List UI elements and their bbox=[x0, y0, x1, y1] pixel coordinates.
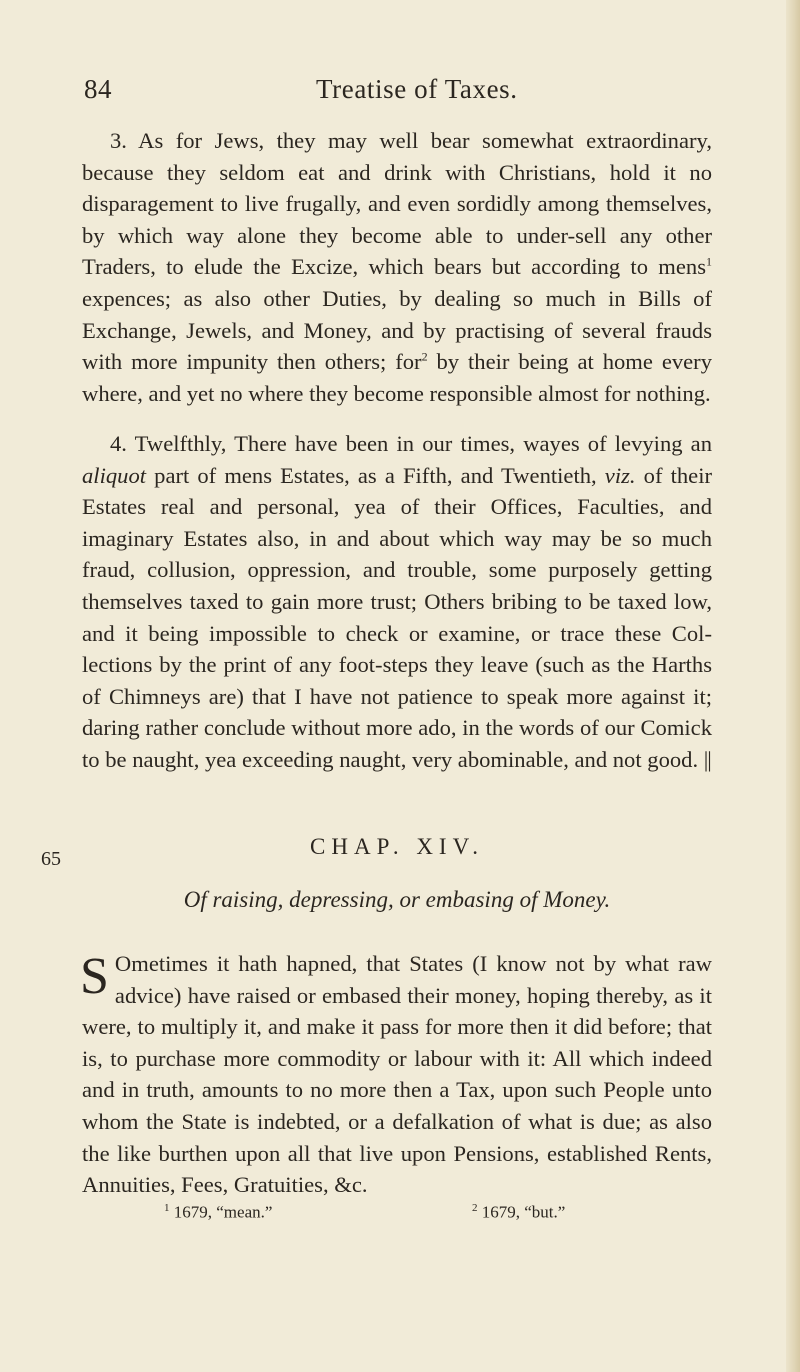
italic-aliquot: aliquot bbox=[82, 462, 147, 488]
footnote-ref-2: 2 bbox=[421, 349, 428, 364]
paragraph-4 bbox=[82, 428, 712, 776]
running-title: Treatise of Taxes. bbox=[316, 74, 518, 104]
footnote-2-number: 2 bbox=[472, 1202, 478, 1214]
para4-text-c: of their Estates real and personal, yea of their Offices, Faculties, and imaginary Estates also, in and about which way may be so much fraud, collusion, oppression, and trouble, some purposely getting themselves taxed to gain more trust; Others bribing to be taxed low, and it being impossible to check or examine, or trace these Collections by the print of any foot-steps they leave (such as the Harths of Chimneys are) that I have not patience to speak more against it; daring rather conclude without more ado, in the words of our Comick to be naught, yea exceeding naught, very abominable, and not good. bbox=[82, 462, 713, 772]
chapter-subtitle: Of raising, depressing, or embasing of Money. bbox=[183, 887, 611, 912]
para3-text-b: expences; as also other Duties, by dealing so much in Bills of Exchange, Jewels, and Money, and by practising of several frauds with more impunity then others; for bbox=[82, 285, 712, 375]
section-end-mark: || bbox=[703, 746, 711, 772]
para3-text-c: by their being at home every where, and yet no where they become responsible almost for nothing. bbox=[82, 349, 712, 406]
page-number: 84 bbox=[84, 74, 112, 104]
chapter-heading: CHAP. XIV. bbox=[310, 834, 484, 859]
footnote-ref-1: 1 bbox=[706, 254, 712, 269]
paragraph-3 bbox=[82, 125, 712, 409]
page-edge bbox=[786, 0, 800, 1372]
chapter-text: Ometimes it hath hapned, that States (I know not by what raw advice) have raised or embased their money, hoping thereby, as it were, to multiply it, and make it pass for more then it did before; that is, to purchase more commodity or labour with it: All which indeed and in truth, amounts to no more then a Tax, upon such People unto whom the State is indebted, or a defalkation of what is due; as also the like burthen upon all that live upon Pensions, established Rents, Annuities, Fees, Gratuities, &c. bbox=[82, 951, 712, 1198]
italic-viz: viz. bbox=[604, 462, 636, 488]
drop-cap: S bbox=[80, 948, 109, 1005]
footnote-1-text: 1679, “mean.” bbox=[173, 1202, 273, 1222]
footnotes bbox=[82, 1202, 712, 1232]
para4-text-a: 4. Twelfthly, There have been in our times, wayes of levying an bbox=[110, 431, 712, 456]
chapter-paragraph bbox=[82, 948, 712, 1201]
footnote-1-number: 1 bbox=[164, 1202, 170, 1214]
para4-text-b: part of mens Estates, as a Fifth, and Twentieth, bbox=[146, 462, 605, 488]
footnote-2 bbox=[472, 1202, 565, 1223]
page-header bbox=[84, 74, 704, 114]
margin-number: 65 bbox=[41, 848, 61, 870]
para3-text-a: 3. As for Jews, they may well bear somewhat extraordinary, because they seldom eat and drink with Christians, hold it no disparagement to live frugally, and even sordidly among themselves, by which way alone they become able to under-sell any other Traders, to elude the Excize, which bears but according to mens bbox=[82, 128, 712, 280]
footnote-2-text: 1679, “but.” bbox=[481, 1202, 566, 1222]
footnote-1 bbox=[164, 1202, 272, 1223]
